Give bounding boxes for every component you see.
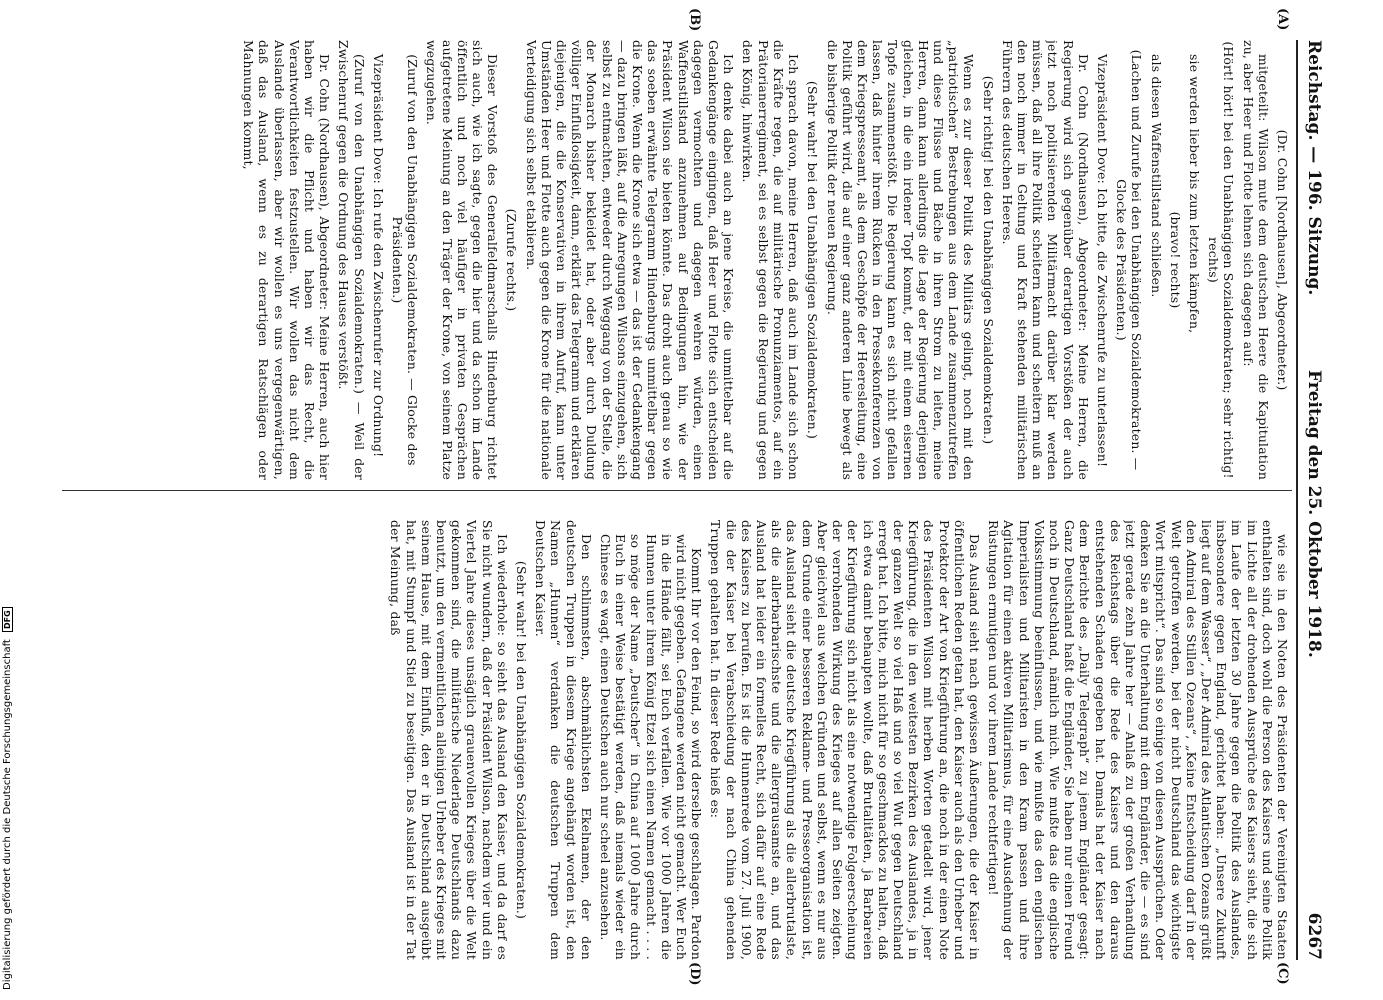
margin-marker-a: (A) [1275, 8, 1290, 31]
column-divider [62, 490, 1292, 491]
paragraph: Vizepräsident Dove: Ich bitte, die Zwischenrufe zu unterlassen! [1094, 54, 1110, 468]
paragraph: Dieser Vorstoß des Generalfeldmarschalls Hindenburg richtet sich auch, wie ich sagte, gegen die hier und da schon im Lande öffentlich und noch viel häufiger in privaten Gesprächen aufgetretene Meinung an den Träger der Krone, von seinem Platze wegzugehen. [424, 40, 501, 480]
header-date: Freitag den 25. Oktober 1918. [1304, 370, 1324, 658]
interjection: (Sehr wahr! bei den Unabhängigen Sozialdemokraten.) [514, 560, 530, 920]
left-column [60, 40, 1290, 480]
interjection: (Hört! hört! bei den Unabhängigen Sozialdemokraten; sehr richtig! rechts) [1206, 41, 1237, 479]
right-column [60, 520, 1290, 960]
interjection: (Lachen und Zurufe bei den Unabhängigen Sozialdemokraten. — Glocke des Präsidenten.) [1114, 49, 1145, 471]
paragraph: Ich sprach davon, meine Herren, daß auch im Lande sich schon die Kräfte regen, die auf militärische Pronunziamentos, auf ein Prätorianerregiment, sei es selbst gegen die Regierung und gegen den König, hinwirken. [740, 40, 802, 480]
paragraph: Den schlimmsten, abschmählichsten Ekelnamen, der den deutschen Truppen in diesem Kriege angehängt worden ist, den Namen „Hunnen“ verdanken die deutschen Truppen dem Deutschen Kaiser. [533, 520, 594, 960]
paragraph: Das Ausland sieht nach gewissen Äußerungen, die der Kaiser in öffentlichen Reden getan hat, den Kaiser auch als den Urheber und Protektor der Art von Kriegführung an, die noch in der einen Note des Präsidenten Wilson mit herben Worten getadelt wird, jener Kriegführung, die in den weitesten Bezirken des Auslandes, ja in der ganzen Welt so viel Haß und so viel Wut gegen Deutschland erregt hat. Ich bitte, mich nicht für so geschmacklos zu halten, daß ich etwa damit behaupten wollte, daß Brutalitäten, ja Barbareien der Kriegführung sich nicht als eine notwendige Folgeerscheinung der verrohenden Wirkung des Krieges auf allen Seiten zeigten. Aber gleichviel aus welchen Gründen und selbst, wenn es nur aus dem Grunde einer besseren Reklame- und Presseorganisation ist, das Ausland sieht die deutsche Kriegführung als die allerbrutalste, als die allerbarbarischste und die allergrausamste an, und das Ausland hat leider ein formelles Recht, sich dafür auf eine Rede des Kaisers zu berufen. Es ist die Hunnenrede vom 27. Juli 1900, die der Kaiser bei Verabschiedung der nach China gehenden Truppen gehalten hat. In dieser Rede hieß es: [708, 520, 982, 960]
paragraph: Dr. Cohn (Nordhausen), Abgeordneter: Meine Herren, die Regierung wird sich gegenüber derartigen Vorstößen der auch jetzt noch politisierenden Militärmacht darüber klar werden müssen, daß all ihre Politik scheitern kann und scheitern muß an den noch immer in Geltung und Kraft stehenden militärischen Führern des deutschen Heeres. [999, 40, 1091, 480]
paragraph: Dr. Cohn (Nordhausen), Abgeordneter: Meine Herren, auch hier haben wir die Pflicht und haben wir das Recht, die Verantwortlichkeiten festzustellen. Wir wollen das nicht dem Auslande überlassen, aber wir wollen es uns vergegenwärtigen, daß das Ausland, wenn es zu derartigen Ratschlägen oder Mahnungen kommt, [241, 40, 333, 480]
paragraph: mitgeteilt: Wilson mute dem deutschen Heere die Kapitulation zu, aber Heer und Flotte lehnen sich dagegen auf: [1240, 40, 1271, 480]
page-header [1296, 40, 1324, 960]
margin-marker-b: (B) [687, 8, 702, 32]
paragraph: als diesen Waffenstillstand schließen. [1148, 54, 1164, 298]
interjection: (Zurufe rechts.) [504, 208, 520, 312]
paragraph: sie werden lieber bis zum letzten kämpfen, [1186, 54, 1202, 334]
newspaper-page [42, 0, 1342, 1000]
dfg-logo: DFG [2, 607, 13, 632]
credit-text-line [2, 10, 20, 990]
interjection: (bravo! rechts) [1167, 211, 1183, 309]
interjection: (Sehr richtig! bei den Unabhängigen Sozialdemokraten.) [980, 75, 996, 445]
page-number: 6267 [1304, 912, 1324, 960]
margin-marker-d: (D) [687, 962, 702, 986]
interjection: (Sehr wahr! bei den Unabhängigen Sozialdemokraten.) [805, 80, 821, 440]
margin-marker-c: (C) [1275, 962, 1290, 985]
quotation: Kommt Ihr vor den Feind, so wird derselbe geschlagen. Pardon wird nicht gegeben. Gefangene werden nicht gemacht. Wer Euch in die Hände fällt, sei Euch verfallen. Wie vor 1000 Jahren die Hunnen unter ihrem König Etzel sich einen Namen gemacht . . . . so möge der Name „Deutscher“ in China auf 1000 Jahre durch Euch in einer Weise bestätigt werden, daß niemals wieder ein Chinese es wagt, einen Deutschen auch nur scheel anzusehen. [598, 534, 705, 960]
header-left: Reichstag. — 196. Sitzung. [1304, 40, 1324, 296]
paragraph: wie sie in den Noten des Präsidenten der Vereinigten Staaten enthalten sind, doch wohl die Person des Kaisers und seine Politik im Lichte all der drohenden Aussprüche des Kaisers sieht, die sich im Laufe der letzten 30 Jahre gegen die Politik des Auslandes, insbesondere gegen England, gerichtet haben: „Unsere Zukunft liegt auf dem Wasser“, „Der Admiral des Atlantischen Ozeans grüßt den Admiral des Stillen Ozeans“, „Keine Entscheidung darf in der Welt getroffen werden, bei der nicht Deutschland das wichtigste Wort mitspricht“. Das sind so einige von diesen Aussprüchen. Oder denken Sie an die Unterhaltung mit dem Engländer, die — es sind jetzt gerade zehn Jahre her — Anlaß zu der großen Verhandlung des Reichstags über die Rede des Kaisers und den daraus entstehenden Schaden gegeben hat. Damals hat der Kaiser nach dem Berichte des „Daily Telegraph“ zu jenem Engländer gesagt: Ganz Deutschland haßt die Engländer, Sie haben nur einen Freund noch in Deutschland, nämlich mich. Wie mußte das die englische Volksstimmung beeinflussen, und wie mußte das den englischen Imperialisten und Militaristen in den Kram passen und ihre Agitation für einen aktiven Militarismus, für eine Ausdehnung der Rüstungen ermutigen und vor ihrem Lande rechtfertigen! [986, 520, 1290, 960]
credit-text: Digitalisierung gefördert durch die Deutsche Forschungsgemeinschaft [2, 639, 13, 990]
paragraph: Wenn es zur dieser Politik des Militärs gelingt, noch mit den „patriotischen“ Bestrebungen aus dem Lande zusammenzutreffen und diese Flüsse und Bäche in ihren Strom zu leiten, meine Herren, dann kann allerdings die Lage der Regierung derjenigen gleichen, in die ein irdener Topf kommt, der mit einem eisernen Topfe zusammenstößt. Die Regierung kann es sich nicht gefallen lassen, daß hinter ihrem Rücken in den Pressekonferenzen von dem Kriegspresseamt, als dem Geschöpfe der Heeresleitung, eine Politik geführt wird, die auf einer ganz anderen Linie bewegt als die bisherige Politik der neuen Regierung. [824, 40, 977, 480]
paragraph: (Zuruf von den Unabhängigen Sozialdemokraten.) — Weil der Zwischenruf gegen die Ordnung des Hauses verstößt. [336, 40, 367, 480]
paragraph: (Dr. Cohn [Nordhausen], Abgeordneter.) [1275, 129, 1290, 391]
paragraph: Vizepräsident Dove: Ich rufe den Zwischenrufer zur Ordnung! [370, 54, 386, 458]
interjection: (Zuruf von den Unabhängigen Sozialdemokraten. — Glocke des Präsidenten.) [390, 54, 421, 466]
paragraph: Ich wiederhole: so sieht das Ausland den Kaiser, und da darf es Sie nicht wundern, daß der Präsident Wilson, nachdem vier und ein Viertel Jahre dieses unsäglich grauenvollen Krieges über die Welt gekommen sind, die militärische Niederlage Deutschlands dazu benutzt, um den vermeintlichen alleinigen Urheber des Krieges mit seinem Hause, mit dem Einfluß, den er in Deutschland ausgeübt hat, mit Stumpf und Stiel zu beseitigen. Das Ausland ist in der Tat der Meinung, daß [388, 520, 510, 960]
digitization-credit [2, 0, 22, 1000]
paragraph: Ich denke dabei auch an jene Kreise, die unmittelbar auf die Gedankengänge eingingen, daß Heer und Flotte sich entscheiden dagegen vermochten und dagegen wehren würden, einen Waffenstillstand anzunehmen auf Bedingungen hin, wie der Präsident Wilson sie bieten könnte. Das droht auch genau so wie das soeben erwähnte Telegramm Hindenburgs unmittelbar gegen die Krone. Wenn die Krone sich etwa — das ist der Gedankengang — dazu bringen läßt, auf die Anregungen Wilsons einzugehen, sich selbst zu entmachten, entweder durch Weggang von der Stelle, die der Monarch bisher bekleidet hat, oder aber durch Duldung völliger Einflußlosigkeit, dann, erklärt das Telegramm und erklären diejenigen, die die Konservativen in ihrem Aufruf, kann unter Umständen Heer und Flotte auch gegen die Krone für die nationale Verteidigung sich selbst etablieren. [523, 40, 737, 480]
